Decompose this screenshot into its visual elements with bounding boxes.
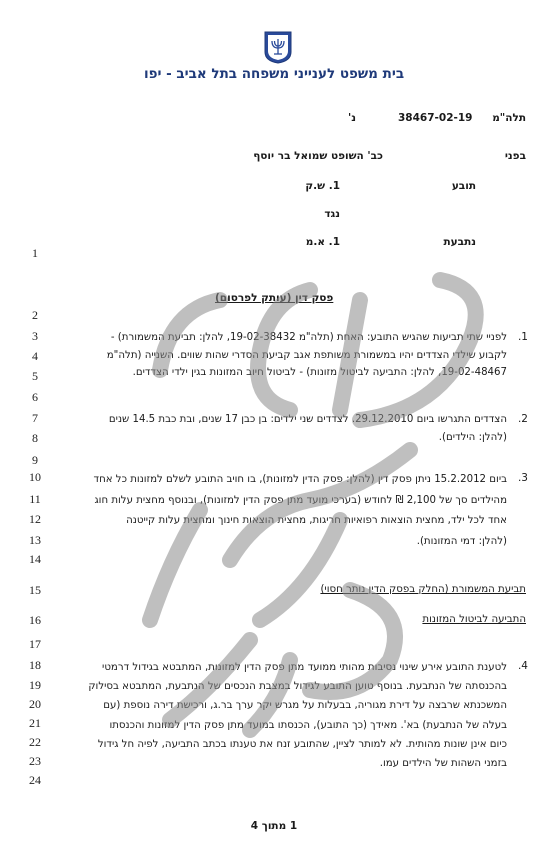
paragraph-line: המשכנתא שרבצה על דירת מגוריה, בבעלות על מגרש יקר ערך בר.ג, ורכישת דירה נוספת (עם [103, 700, 507, 712]
paragraph-number: .2 [517, 413, 528, 425]
paragraph-line: כיום אינן שונות מהותית. לא למותר לציין, שהתובע זנח את טענתו בכתב התביעה, לפיה חל גידול [97, 738, 507, 750]
line-number: 16 [29, 613, 41, 627]
versus-label: נגד [324, 208, 340, 220]
plaintiff-name: 1. ש.ק [305, 180, 340, 192]
line-number: 22 [29, 735, 41, 749]
paragraph-3 [52, 470, 507, 552]
line-number: 8 [32, 431, 38, 445]
judge-name: כב' השופט שמואל בר יוסף [253, 150, 383, 162]
paragraph-line: (להלן: הילדים). [438, 431, 507, 443]
case-suffix: נ' [348, 112, 356, 124]
paragraph-line: לפניי שתי תביעות שהגיש התובע: האחת (תלה"מ 19-02-38432, להלן: תביעת המשמורת) - [110, 332, 507, 343]
line-number: 11 [29, 492, 41, 506]
paragraph-line: (להלן: דמי המזונות). [416, 535, 507, 547]
document-title: פסק דין (עותק לפרסום) [215, 292, 334, 304]
line-number: 1 [32, 246, 38, 260]
page-footer: 1 מתוך 4 [250, 820, 298, 832]
line-number: 18 [29, 658, 41, 672]
paragraph-2 [52, 411, 507, 446]
line-number: 20 [29, 697, 41, 711]
line-number: 23 [29, 754, 41, 768]
paragraph-line: לטענת התובע אירע שינוי נסיבות מהותי ממועד מתן פסק הדין למזונות, המתבטא בגידול דרמטי [102, 662, 507, 673]
line-number: 14 [29, 552, 41, 566]
line-number: 24 [29, 773, 41, 787]
line-number: 3 [32, 329, 38, 343]
line-number: 15 [29, 583, 41, 597]
paragraph-4 [52, 658, 507, 773]
line-number: 7 [32, 411, 38, 425]
line-number: 2 [32, 308, 38, 322]
line-number: 13 [29, 533, 41, 547]
paragraph-line: בעלה של הנתבעת) בא'. מאידך (כך התובע), הכנסתו במועד מתן פסק הדין למזונות והכנסתו [109, 719, 507, 731]
case-label: תלה"מ [492, 112, 526, 124]
paragraph-line: לקבוע שילדי הצדדים יהיו במשמורת משותפת אגב קביעת הסדרי שהות שווים. השנייה (תלה"מ [106, 349, 507, 361]
paragraph-line: הצדדים התגרשו ביום 29.12.2010. לצדדים שני ילדים: בן כבן 17 שנים, ובת כבת 14.5 שנים [108, 414, 507, 425]
custody-subheading: תביעת המשמורת (החלק בפסק הדין נותר חסוי) [320, 584, 526, 595]
line-number: 6 [32, 390, 38, 404]
paragraph-line: בהכנסתה של הנתבעת. בנוסף טוען התובע לגידול במצבת הנכסים של הנתבעת, המתבטא בסילוק [88, 681, 507, 693]
before-label: בפני [504, 150, 526, 162]
paragraph-1 [52, 329, 507, 382]
line-number: 19 [29, 678, 41, 692]
paragraph-line: מהילדים סך של 2,100 ₪ לחודש (בערכי מועד מתן פסק הדין למזונות), ובנוסף מחצית עלות חוג [94, 494, 507, 506]
paragraph-line: 19-02-48467, להלן: התביעה לביטול מזונות) - לביטול חיוב המזונות בגין ילדי הצדדים. [132, 367, 507, 378]
paragraph-line: אחד לכל ילד, מחצית הוצאות רפואיות חריגות, מחצית הוצאות חינוך ומחצית עלות קייטנה [126, 515, 507, 526]
paragraph-number: .3 [517, 472, 528, 484]
paragraph-number: .4 [517, 660, 528, 672]
line-number: 21 [29, 716, 41, 730]
defendant-name: 1. א.מ [305, 236, 340, 248]
defendant-label: נתבעת [443, 236, 476, 248]
state-emblem-icon [262, 30, 294, 64]
line-number: 9 [32, 453, 38, 467]
paragraph-number: .1 [517, 331, 528, 343]
line-number: 5 [32, 369, 38, 383]
plaintiff-label: תובע [451, 180, 476, 192]
line-number: 12 [29, 512, 41, 526]
case-number: 38467-02-19 [398, 112, 473, 124]
cancel-alimony-subheading: התביעה לביטול המזונות [422, 614, 526, 625]
court-name: בית משפט לענייני משפחה בתל אביב - יפו [143, 66, 405, 82]
line-number: 17 [29, 637, 41, 651]
line-number: 10 [29, 470, 41, 484]
paragraph-line: ביום 15.2.2012 ניתן פסק דין (להלן: פסק הדין למזונות), בו חויב התובע לשלם למזונות כל אחד [93, 474, 507, 485]
line-number: 4 [32, 349, 38, 363]
paragraph-line: בזמני השהות של הילדים עמו. [379, 757, 507, 769]
